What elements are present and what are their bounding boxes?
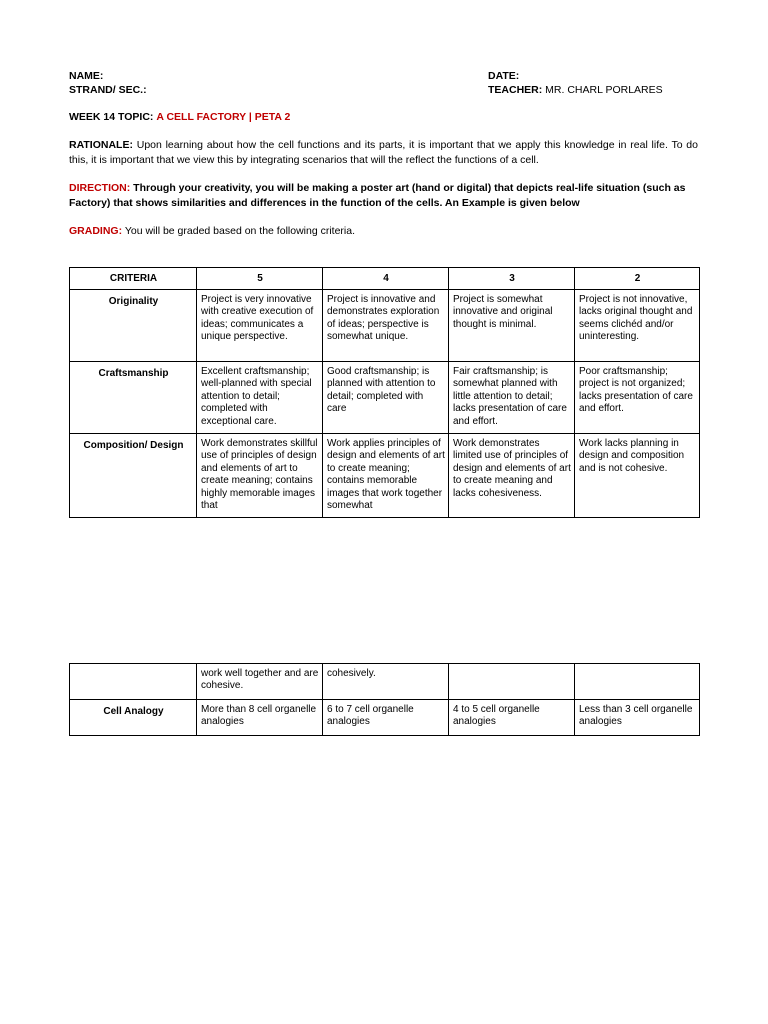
grading-label: GRADING:	[69, 225, 123, 237]
criteria-composition-design: Composition/ Design	[70, 434, 197, 518]
header-score-3: 3	[449, 268, 575, 290]
table-cell: Poor craftsmanship; project is not organized; lacks presentation of care and effort.	[575, 362, 700, 434]
topic-line	[69, 110, 290, 124]
direction-paragraph	[69, 181, 698, 211]
grading-text: You will be graded based on the following criteria.	[124, 225, 356, 237]
grading-line	[69, 224, 355, 238]
table-cell	[575, 664, 700, 700]
direction-label: DIRECTION:	[69, 182, 131, 194]
header-score-2: 2	[575, 268, 700, 290]
criteria-originality: Originality	[70, 290, 197, 362]
table-cell: work well together and are cohesive.	[197, 664, 323, 700]
table-cell: 4 to 5 cell organelle analogies	[449, 700, 575, 736]
table-cell: Excellent craftsmanship; well-planned with special attention to detail; completed with exceptional care.	[197, 362, 323, 434]
table-cell: Less than 3 cell organelle analogies	[575, 700, 700, 736]
table-cell: Project is very innovative with creative execution of ideas; communicates a unique perspective.	[197, 290, 323, 362]
table-cell: Work demonstrates limited use of principles of design and elements of art to create meaning and lacks cohesiveness.	[449, 434, 575, 518]
table-cell: Fair craftsmanship; is somewhat planned with little attention to detail; lacks presentation of care and effort.	[449, 362, 575, 434]
table-cell: Project is innovative and demonstrates exploration of ideas; perspective is somewhat unique.	[323, 290, 449, 362]
teacher-value: MR. CHARL PORLARES	[545, 84, 663, 96]
rationale-text: Upon learning about how the cell functions and its parts, it is important that we apply this knowledge in real life. To do this, it is important that we view this by integrating scenarios that will the reflect the functions of a cell.	[69, 139, 698, 166]
rubric-table-continued	[69, 663, 700, 736]
table-cell: 6 to 7 cell organelle analogies	[323, 700, 449, 736]
table-row	[70, 434, 700, 518]
header-score-5: 5	[197, 268, 323, 290]
rationale-label: RATIONALE:	[69, 139, 133, 151]
table-cell: Work lacks planning in design and composition and is not cohesive.	[575, 434, 700, 518]
table-cell: More than 8 cell organelle analogies	[197, 700, 323, 736]
header-score-4: 4	[323, 268, 449, 290]
teacher-label: TEACHER:	[488, 84, 543, 96]
table-cell: Project is somewhat innovative and original thought is minimal.	[449, 290, 575, 362]
strand-section-label: STRAND/ SEC.:	[69, 84, 147, 96]
header-criteria: CRITERIA	[70, 268, 197, 290]
date-label: DATE:	[488, 70, 520, 82]
table-row	[70, 664, 700, 700]
table-cell: Project is not innovative, lacks original thought and seems clichéd and/or uninteresting.	[575, 290, 700, 362]
name-label: NAME:	[69, 70, 104, 82]
table-row	[70, 700, 700, 736]
teacher-line	[488, 83, 663, 97]
table-row	[70, 362, 700, 434]
table-cell: Work applies principles of design and elements of art to create meaning; contains memorable images that work together somewhat	[323, 434, 449, 518]
direction-text: Through your creativity, you will be making a poster art (hand or digital) that depicts real-life situation (such as Factory) that shows similarities and differences in the function of the cells. An Example is given below	[69, 182, 686, 209]
table-cell: Work demonstrates skillful use of principles of design and elements of art to create meaning; contains highly memorable images that	[197, 434, 323, 518]
table-cell	[70, 664, 197, 700]
criteria-craftsmanship: Craftsmanship	[70, 362, 197, 434]
criteria-cell-analogy: Cell Analogy	[70, 700, 197, 736]
rubric-header-row	[70, 268, 700, 290]
table-cell: Good craftsmanship; is planned with attention to detail; completed with care	[323, 362, 449, 434]
topic-label: WEEK 14 TOPIC:	[69, 111, 154, 123]
table-cell	[449, 664, 575, 700]
table-cell: cohesively.	[323, 664, 449, 700]
rubric-table	[69, 267, 700, 518]
table-row	[70, 290, 700, 362]
rationale-paragraph	[69, 138, 698, 168]
topic-title: A CELL FACTORY | PETA 2	[156, 111, 291, 123]
